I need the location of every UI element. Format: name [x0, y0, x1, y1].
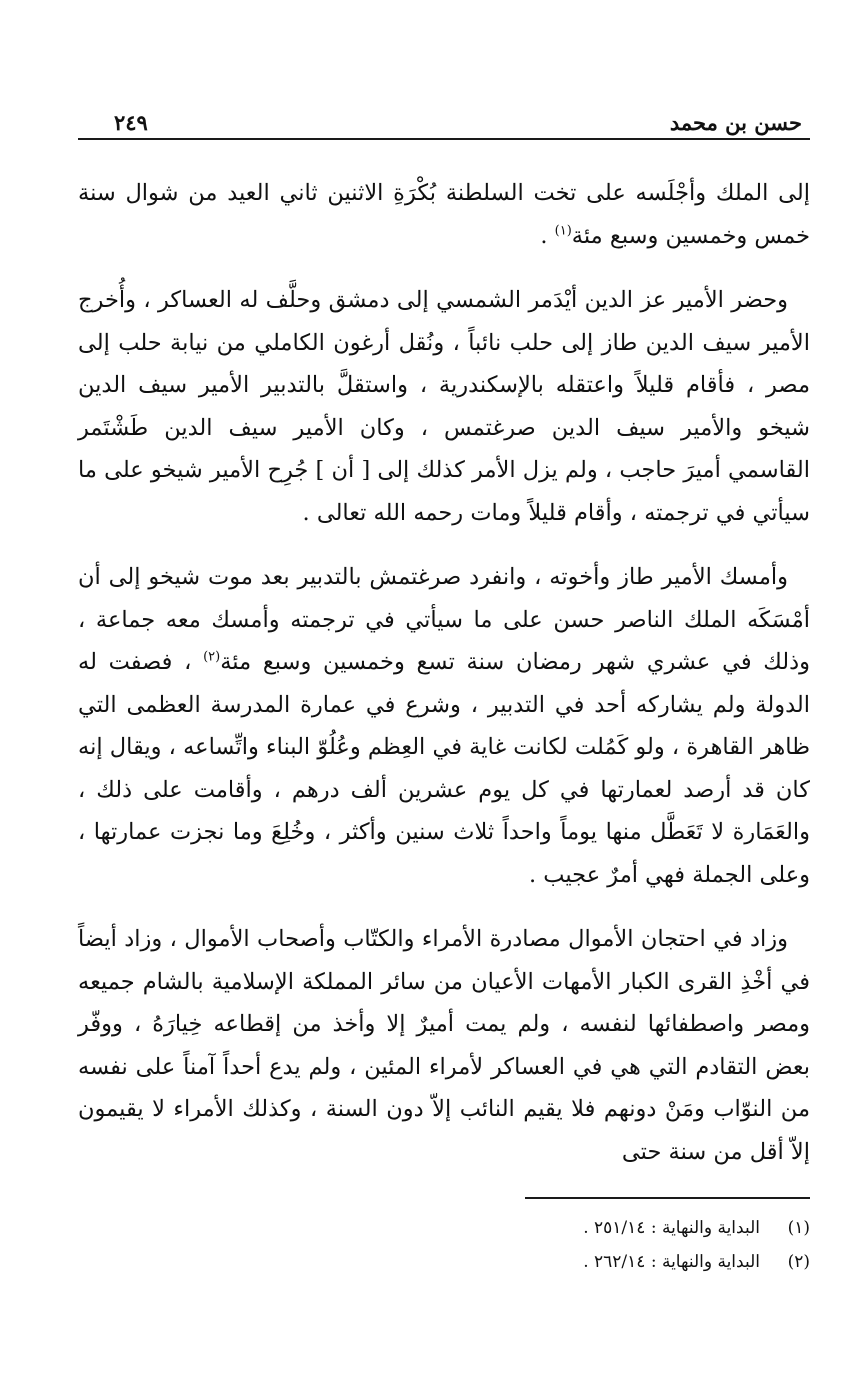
body-text: [78, 172, 810, 1173]
footnote-2: [78, 1245, 810, 1279]
footnote-divider: [525, 1197, 810, 1199]
footnote-ref-2: (٢): [203, 649, 221, 665]
paragraph-1: [78, 172, 810, 257]
footnotes: [78, 1211, 810, 1279]
paragraph-1-text: إلى الملك وأجْلَسه على تخت السلطنة بُكْرَةِ الاثنين ثاني العيد من شوال سنة خمس وخمسين وسبع مئة: [78, 180, 810, 249]
footnote-2-number: (٢): [787, 1252, 810, 1272]
paragraph-3: [78, 556, 810, 896]
paragraph-4-text: وزاد في احتجان الأموال مصادرة الأمراء والكتّاب وأصحاب الأموال ، وزاد أيضاً في أخْذِ القرى الكبار الأمهات الأعيان من سائر المملكة الإسلامية بالشام جميعه ومصر واصطفائها لنفسه ، ولم يمت أميرٌ إلا وأخذ من إقطاعه خِيارَهُ ، ووفّر بعض التقادم التي هي في العساكر لأمراء المئين ، ولم يدع أحداً آمناً على نفسه من النوّاب ومَنْ دونهم فلا يقيم النائب إلاّ دون السنة ، وكذلك الأمراء لا يقيمون إلاّ أقل من سنة حتى: [78, 926, 810, 1165]
page-number: ٢٤٩: [114, 110, 148, 135]
footnote-1-number: (١): [787, 1218, 810, 1238]
footnote-1-text: البداية والنهاية : ٢٥١/١٤ .: [583, 1218, 760, 1238]
footnote-ref-1: (١): [554, 223, 572, 238]
paragraph-4: [78, 918, 810, 1173]
paragraph-1-tail: .: [540, 222, 555, 249]
running-title: حسن بن محمد: [669, 110, 802, 135]
paragraph-3-text: وأمسك الأمير طاز وأخوته ، وانفرد صرغتمش بالتدبير بعد موت شيخو إلى أن أمْسَكَه الملك الناصر حسن على ما سيأتي في ترجمته وأمسك معه جماعة ، وذلك في عشري شهر رمضان سنة تسع وخمسين وسبع مئة: [78, 564, 810, 675]
paragraph-2-text: وحضر الأمير عز الدين أيْدَمر الشمسي إلى دمشق وحلَّف له العساكر ، وأُخرج الأمير سيف الدين طاز إلى حلب نائباً ، ونُقل أرغون الكاملي من نيابة حلب إلى مصر ، فأقام قليلاً واعتقله بالإسكندرية ، واستقلَّ بالتدبير الأمير سيف الدين شيخو والأمير سيف الدين صرغتمس ، وكان الأمير سيف الدين طَشْتَمر القاسمي أميرَ حاجب ، ولم يزل الأمر كذلك إلى [ أن ] جُرِح الأمير شيخو على ما سيأتي في ترجمته ، وأقام قليلاً ومات رحمه الله تعالى .: [78, 287, 810, 526]
book-page: [78, 108, 810, 1272]
paragraph-2: [78, 279, 810, 534]
paragraph-3-tail: ، فصفت له الدولة ولم يشاركه أحد في التدبير ، وشرع في عمارة المدرسة العظمى التي ظاهر القاهرة ، ولو كَمُلت لكانت غاية في العِظم وعُلُوّ البناء واتِّساعه ، ويقال إنه كان قد أرصد لعمارتها في كل يوم عشرين ألف درهم ، وأقامت على ذلك ، والعَمَارة لا تَعَطَّل منها يوماً واحداً ثلاث سنين وأكثر ، وخُلِعَ وما نجزت عمارتها ، وعلى الجملة فهي أمرٌ عجيب .: [78, 649, 810, 888]
footnote-2-text: البداية والنهاية : ٢٦٢/١٤ .: [583, 1252, 760, 1272]
running-header: [78, 108, 810, 140]
footnote-1: [78, 1211, 810, 1245]
